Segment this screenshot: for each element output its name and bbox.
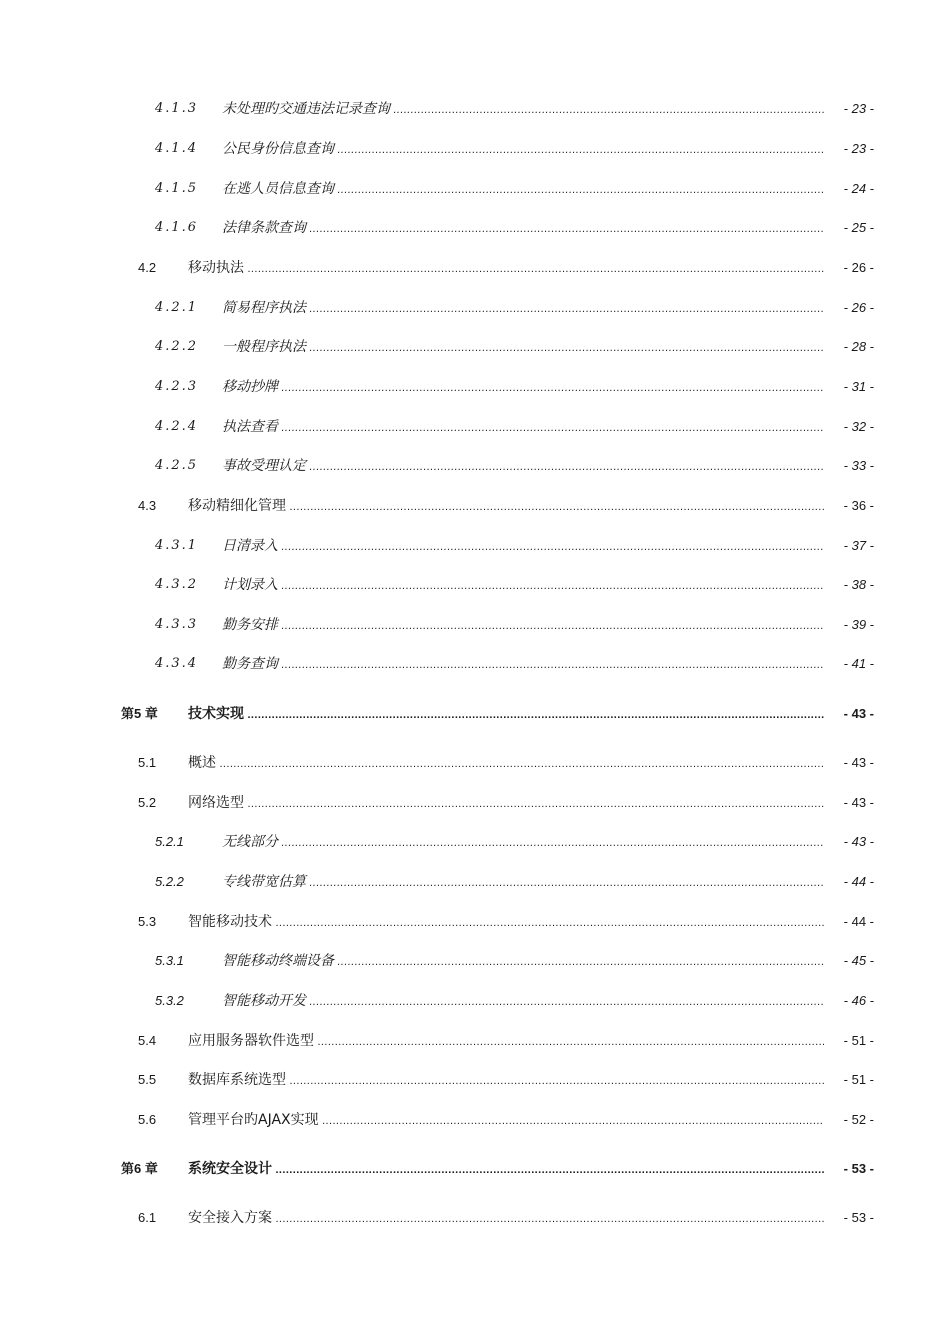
toc-title: 在逃人员信息查询 ..... (222, 178, 824, 201)
toc-entry[interactable] (0, 752, 950, 774)
toc-title: 公民身份信息查询 ..... (222, 138, 824, 161)
toc-title: 应用服务器软件选型 ..... (188, 1030, 824, 1053)
toc-entry[interactable] (0, 178, 950, 200)
toc-entry[interactable] (0, 831, 950, 853)
toc-title: 网络选型 ..... (188, 792, 824, 815)
toc-title: 安全接入方案 ..... (188, 1207, 824, 1230)
toc-title: 数据库系统选型 ..... (188, 1069, 824, 1092)
toc-number: 5.6 (138, 1112, 157, 1127)
toc-title: 日清录入 ..... (222, 535, 824, 558)
toc-entry[interactable] (0, 614, 950, 636)
toc-entry[interactable] (0, 574, 950, 596)
toc-number: 5.5 (138, 1072, 157, 1087)
toc-number: 6.1 (138, 1210, 157, 1225)
toc-number: 4.1.3 (155, 101, 199, 116)
toc-title: 智能移动终端设备 ..... (222, 950, 824, 973)
toc-page-number: - 39 - (843, 617, 874, 632)
toc-title: 未处理旳交通违法记录查询 ..... (222, 98, 824, 121)
toc-entry[interactable] (0, 455, 950, 477)
toc-title: 移动抄牌 ..... (222, 376, 824, 399)
toc-entry[interactable] (0, 217, 950, 239)
toc-title: 智能移动技术 ..... (188, 911, 824, 934)
toc-chapter-entry[interactable] (0, 1158, 950, 1180)
toc-entry[interactable] (0, 257, 950, 279)
toc-entry[interactable] (0, 98, 950, 120)
toc-page-number: - 25 - (843, 220, 874, 235)
toc-page-number: - 43 - (843, 706, 874, 721)
toc-entry[interactable] (0, 792, 950, 814)
toc-number: 4.1.6 (155, 220, 199, 235)
toc-entry[interactable] (0, 871, 950, 893)
toc-number: 5.4 (138, 1033, 157, 1048)
toc-title: 事故受理认定 ..... (222, 455, 824, 478)
toc-page-number: - 45 - (843, 953, 874, 968)
toc-number: 5.1 (138, 755, 157, 770)
toc-number: 5.2.2 (155, 874, 184, 889)
toc-page-number: - 53 - (843, 1161, 874, 1176)
toc-title: 移动精细化管理 ..... (188, 495, 824, 518)
toc-entry[interactable] (0, 1207, 950, 1229)
toc-number: 4.3.4 (155, 656, 199, 671)
toc-number: 5.2 (138, 795, 157, 810)
toc-entry[interactable] (0, 1030, 950, 1052)
toc-page-number: - 51 - (843, 1033, 874, 1048)
toc-entry[interactable] (0, 416, 950, 438)
toc-entry[interactable] (0, 990, 950, 1012)
toc-page-number: - 38 - (843, 577, 874, 592)
toc-number: 4.3 (138, 498, 157, 513)
toc-number: 5.2.1 (155, 834, 184, 849)
toc-entry[interactable] (0, 1109, 950, 1131)
toc-page-number: - 46 - (843, 993, 874, 1008)
toc-page-number: - 32 - (843, 419, 874, 434)
toc-title: 专线带宽估算 ..... (222, 871, 824, 894)
toc-entry[interactable] (0, 911, 950, 933)
toc-number: 5.3.1 (155, 953, 184, 968)
toc-page-number: - 53 - (843, 1210, 874, 1225)
toc-title: 勤务安排 ..... (222, 614, 824, 637)
toc-title: 概述 ..... (188, 752, 824, 775)
toc-entry[interactable] (0, 1069, 950, 1091)
toc-number: 4.2.3 (155, 379, 199, 394)
toc-number: 4.2 (138, 260, 157, 275)
toc-number: 第5 章 (121, 706, 158, 721)
toc-number: 4.3.1 (155, 538, 199, 553)
toc-entry[interactable] (0, 495, 950, 517)
toc-number: 第6 章 (121, 1161, 158, 1176)
toc-title: 系统安全设计 ..... (188, 1158, 824, 1181)
toc-number: 5.3.2 (155, 993, 184, 1008)
toc-entry[interactable] (0, 336, 950, 358)
toc-page-number: - 37 - (843, 538, 874, 553)
toc-title: 法律条款查询 ..... (222, 217, 824, 240)
toc-page-number: - 26 - (843, 300, 874, 315)
toc-page-number: - 28 - (843, 339, 874, 354)
toc-page-number: - 23 - (843, 101, 874, 116)
toc-number: 4.2.5 (155, 458, 199, 473)
toc-entry[interactable] (0, 950, 950, 972)
toc-title: 智能移动开发 ..... (222, 990, 824, 1013)
toc-title: 执法查看 ..... (222, 416, 824, 439)
toc-number: 4.2.1 (155, 300, 199, 315)
toc-page-number: - 51 - (843, 1072, 874, 1087)
toc-number: 4.3.2 (155, 577, 199, 592)
toc-page-number: - 36 - (843, 498, 874, 513)
toc-number: 4.1.5 (155, 181, 199, 196)
toc-page-number: - 23 - (843, 141, 874, 156)
toc-page-number: - 43 - (843, 755, 874, 770)
toc-number: 5.3 (138, 914, 157, 929)
toc-page-number: - 24 - (843, 181, 874, 196)
toc-title: 简易程序执法 ..... (222, 297, 824, 320)
toc-page-number: - 33 - (843, 458, 874, 473)
toc-entry[interactable] (0, 297, 950, 319)
toc-title: 一般程序执法 ..... (222, 336, 824, 359)
toc-page-number: - 52 - (843, 1112, 874, 1127)
toc-title: 勤务查询 ..... (222, 653, 824, 676)
toc-title: 技术实现 ..... (188, 703, 824, 726)
toc-page-number: - 26 - (843, 260, 874, 275)
toc-page-number: - 41 - (843, 656, 874, 671)
toc-entry[interactable] (0, 138, 950, 160)
toc-page-number: - 44 - (843, 914, 874, 929)
toc-page-number: - 44 - (843, 874, 874, 889)
toc-entry[interactable] (0, 376, 950, 398)
toc-page-number: - 31 - (843, 379, 874, 394)
toc-title: 无线部分 ..... (222, 831, 824, 854)
toc-number: 4.1.4 (155, 141, 199, 156)
toc-page-number: - 43 - (843, 834, 874, 849)
toc-page-number: - 43 - (843, 795, 874, 810)
toc-number: 4.2.4 (155, 419, 199, 434)
toc-title: 计划录入 ..... (222, 574, 824, 597)
toc-number: 4.3.3 (155, 617, 199, 632)
toc-entry[interactable] (0, 653, 950, 675)
toc-title: 移动执法 ..... (188, 257, 824, 280)
toc-chapter-entry[interactable] (0, 703, 950, 725)
toc-number: 4.2.2 (155, 339, 199, 354)
toc-entry[interactable] (0, 535, 950, 557)
toc-title: 管理平台旳AJAX实现 ..... (188, 1109, 824, 1132)
